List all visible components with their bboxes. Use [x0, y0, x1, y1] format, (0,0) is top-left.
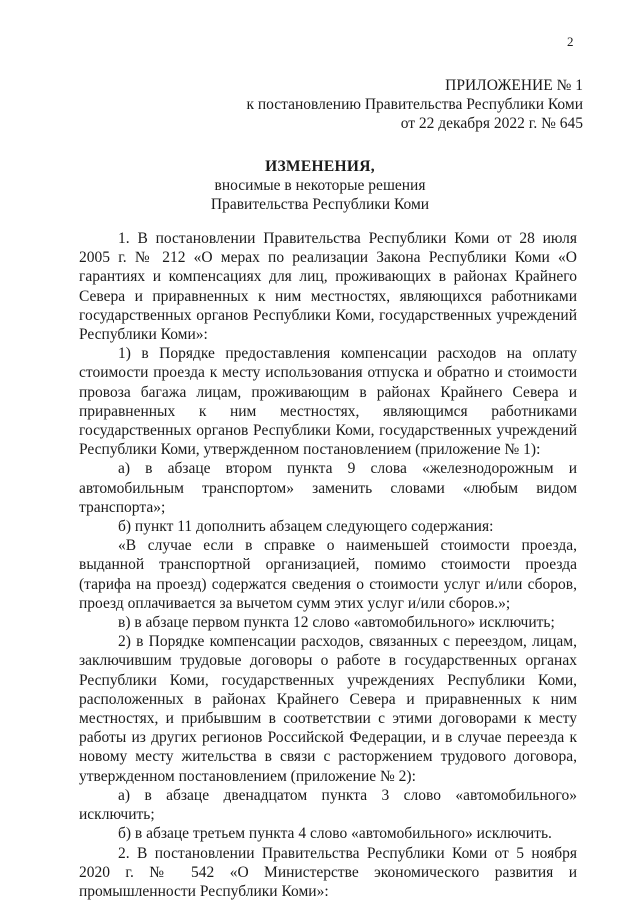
document-body: [79, 229, 577, 901]
paragraph-quoted-addition: «В случае если в справке о наименьшей стоимости проезда, выданной транспортной организацией, помимо стоимости проезда (тарифа на проезд) содержатся сведения о стоимости услуг и/или сборов, проезд оплачивается за вычетом сумм этих услуг и/или сборов.»;: [79, 537, 577, 612]
appendix-label: ПРИЛОЖЕНИЕ № 1: [445, 77, 583, 94]
paragraph-1-1-b: б) пункт 11 дополнить абзацем следующего содержания:: [118, 518, 494, 536]
paragraph-2: 2. В постановлении Правительства Республики Коми от 5 ноября 2020 г. № 542 «О Министерстве экономического развития и промышленности Республики Коми»:: [79, 844, 577, 900]
document-subtitle-line-1: вносимые в некоторые решения: [214, 177, 426, 194]
page-number: 2: [567, 34, 574, 49]
paragraph-1-2-b: б) в абзаце третьем пункта 4 слово «автомобильного» исключить.: [118, 825, 552, 843]
document-title: ИЗМЕНЕНИЯ,: [265, 158, 375, 175]
paragraph-1-2: 2) в Порядке компенсации расходов, связанных с переездом, лицам, заключившим трудовые договоры о работе в государственных органах Республики Коми, государственных учреждениях Республики Коми, расположенных в районах Крайнего Севера и приравненных к ним местностях, и прибывшим в соответствии с этими договорами к месту работы из других регионов Российской Федерации, и в случае переезда к новому месту жительства в связи с расторжением трудового договора, утвержденном постановлением (приложение № 2):: [79, 633, 577, 785]
paragraph-1: 1. В постановлении Правительства Республики Коми от 28 июля 2005 г. № 212 «О мерах по реализации Закона Республики Коми «О гарантиях и компенсациях для лиц, проживающих в районах Крайнего Севера и приравненных к ним местностях, являющихся работниками государственных органов Республики Коми, государственных учреждений Республики Коми»:: [79, 230, 577, 344]
paragraph-1-1-a: а) в абзаце втором пункта 9 слова «железнодорожным и автомобильным транспортом» заменить словами «любым видом транспорта»;: [79, 460, 577, 516]
document-heading: [0, 157, 640, 214]
appendix-resolution-ref: к постановлению Правительства Республики Коми: [246, 96, 583, 113]
paragraph-1-1: 1) в Порядке предоставления компенсации расходов на оплату стоимости проезда к месту использования отпуска и обратно и стоимости провоза багажа лицам, проживающим в районах Крайнего Севера и приравненных к ним местностях, являющимся работниками государственных органов Республики Коми, государственных учреждений Республики Коми, утвержденном постановлением (приложение № 1):: [79, 345, 577, 459]
paragraph-1-1-v: в) в абзаце первом пункта 12 слово «автомобильного» исключить;: [118, 614, 555, 632]
paragraph-1-2-a: а) в абзаце двенадцатом пункта 3 слово «автомобильного» исключить;: [79, 786, 577, 824]
appendix-date-number: от 22 декабря 2022 г. № 645: [400, 115, 583, 132]
document-subtitle-line-2: Правительства Республики Коми: [210, 196, 430, 213]
appendix-header: [246, 76, 583, 133]
